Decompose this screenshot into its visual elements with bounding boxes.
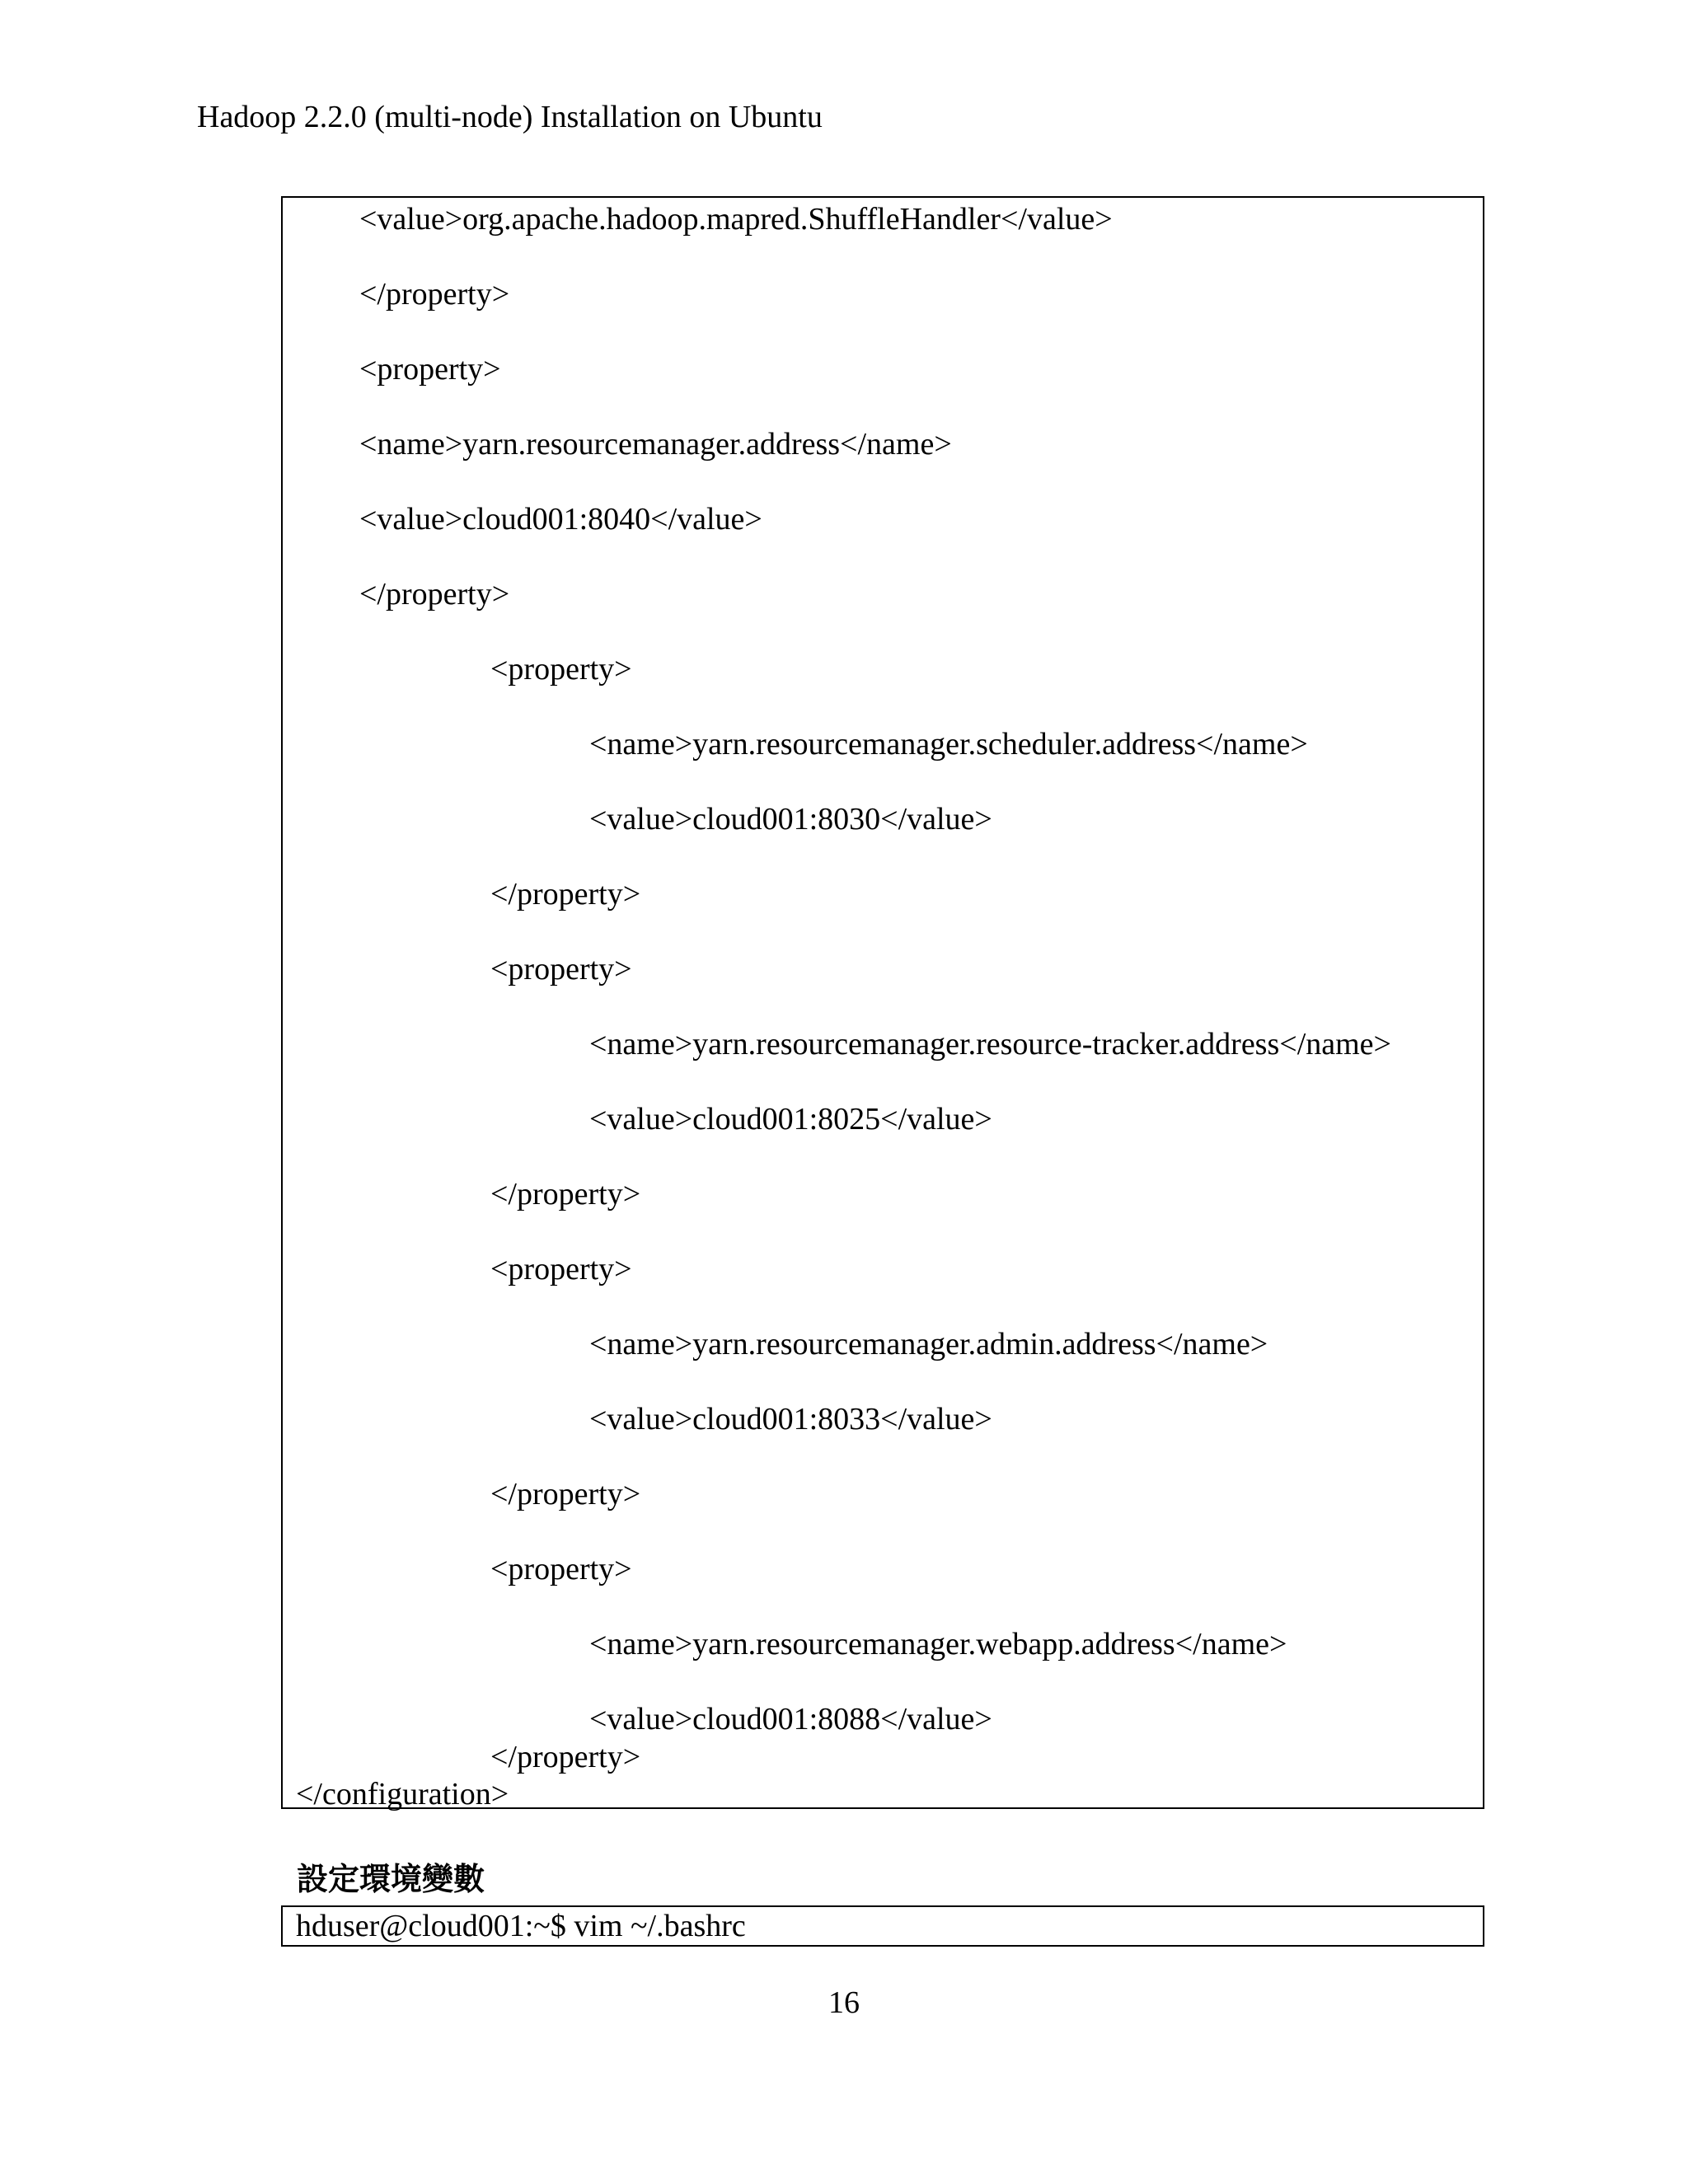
code-line: <property>	[490, 1552, 632, 1586]
code-line: <name>yarn.resourcemanager.webapp.address</name>	[589, 1627, 1287, 1661]
command-line: hduser@cloud001:~$ vim ~/.bashrc	[296, 1909, 746, 1943]
document-header: Hadoop 2.2.0 (multi-node) Installation on Ubuntu	[197, 100, 823, 134]
code-line: </property>	[490, 877, 641, 912]
code-line: <name>yarn.resourcemanager.scheduler.address</name>	[589, 727, 1308, 762]
page-number: 16	[828, 1985, 860, 2020]
command-block	[281, 1905, 1484, 1947]
code-line: <property>	[490, 652, 632, 687]
code-line: </configuration>	[296, 1777, 509, 1811]
code-line: <value>cloud001:8025</value>	[589, 1102, 992, 1137]
code-line: <property>	[490, 1252, 632, 1286]
code-line: </property>	[490, 1177, 641, 1212]
code-line: <value>cloud001:8088</value>	[589, 1702, 992, 1736]
code-line: <value>cloud001:8040</value>	[359, 502, 762, 537]
section-title: 設定環境變數	[297, 1861, 485, 1897]
code-line: <value>cloud001:8033</value>	[589, 1402, 992, 1436]
code-block	[281, 196, 1484, 1809]
code-line: <property>	[490, 952, 632, 987]
code-line: </property>	[490, 1740, 641, 1774]
code-line: <name>yarn.resourcemanager.admin.address</name>	[589, 1327, 1268, 1361]
code-line: <name>yarn.resourcemanager.resource-tracker.address</name>	[589, 1027, 1391, 1062]
code-line: <name>yarn.resourcemanager.address</name>	[359, 427, 952, 462]
code-line: </property>	[359, 277, 510, 312]
code-line: <property>	[359, 352, 501, 387]
code-line: </property>	[359, 577, 510, 612]
code-line: <value>cloud001:8030</value>	[589, 802, 992, 837]
code-line: </property>	[490, 1477, 641, 1511]
code-line: <value>org.apache.hadoop.mapred.ShuffleHandler</value>	[359, 202, 1113, 237]
